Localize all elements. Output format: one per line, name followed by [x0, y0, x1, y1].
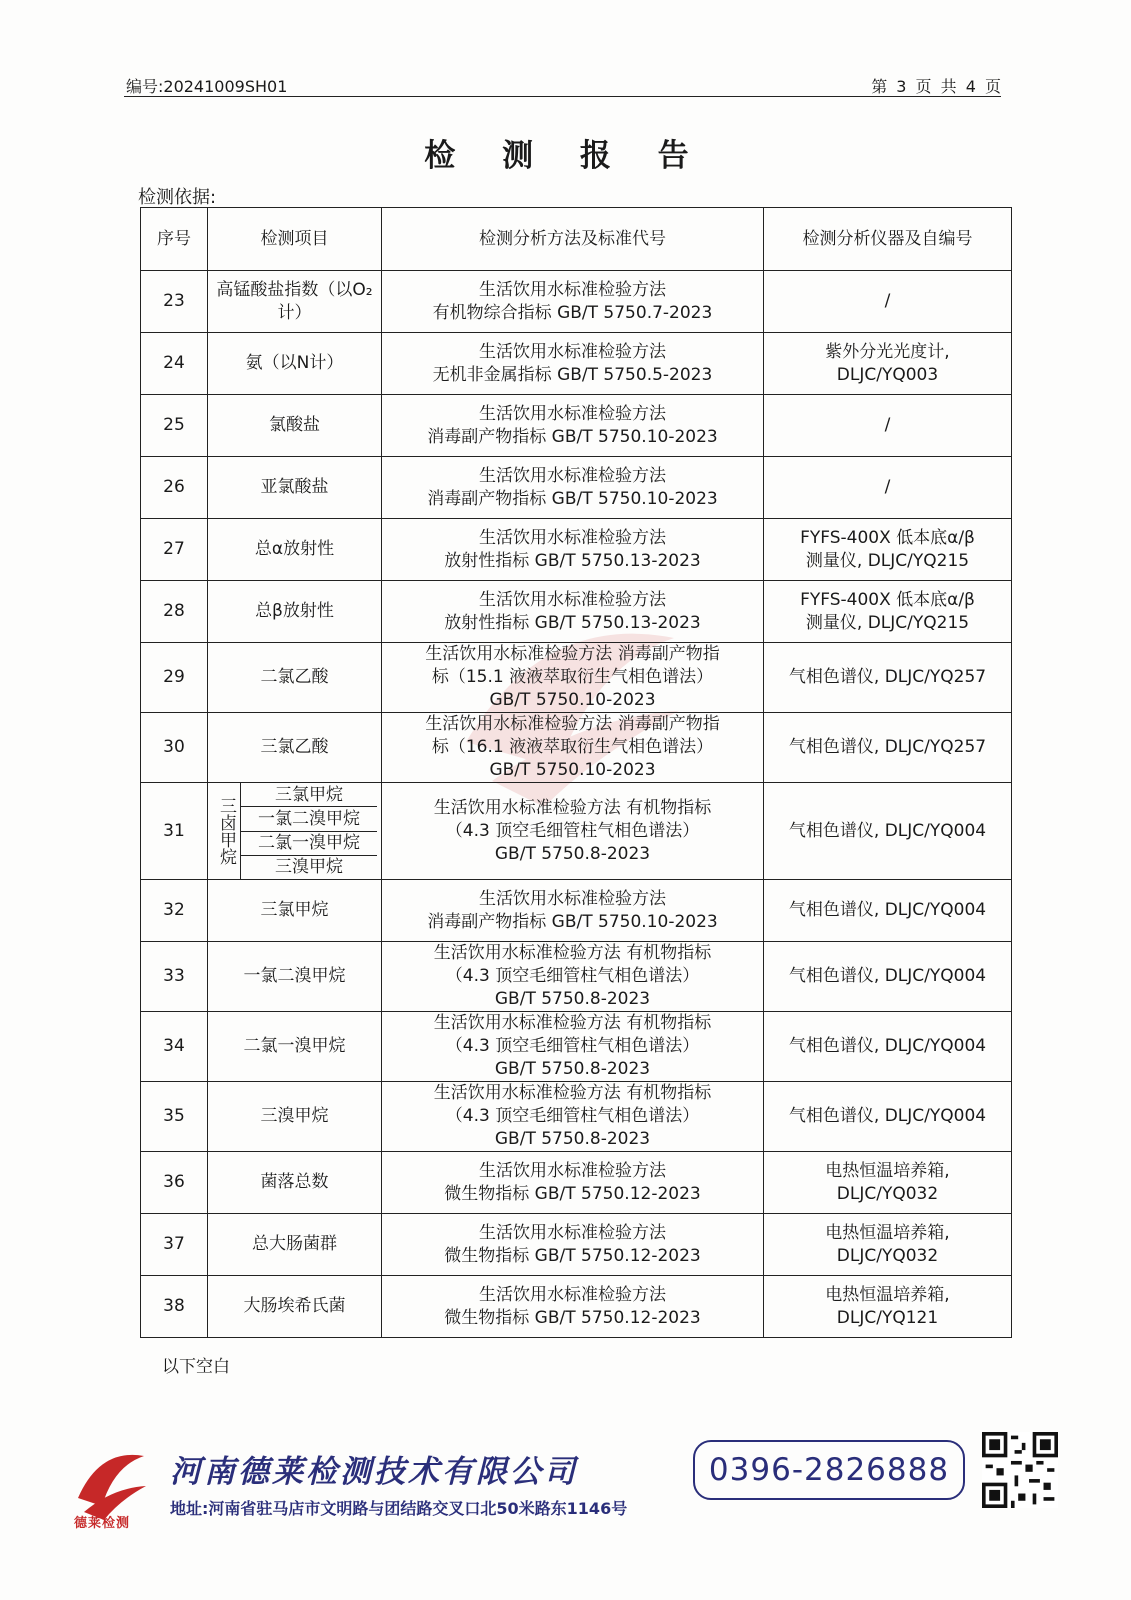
- method-standard: 生活饮用水标准检验方法 有机物指标 （4.3 顶空毛细管柱气相色谱法） GB/T 5750.8-2023: [382, 1012, 764, 1082]
- row-number: 32: [141, 880, 208, 942]
- col-header-item: 检测项目: [208, 208, 382, 271]
- table-row: [141, 1276, 1012, 1338]
- item-name: 三氯甲烷: [208, 880, 382, 942]
- row-number: 31: [141, 783, 208, 880]
- equipment-id: 气相色谱仪, DLJC/YQ004: [764, 942, 1012, 1012]
- method-standard: 生活饮用水标准检验方法 微生物指标 GB/T 5750.12-2023: [382, 1152, 764, 1214]
- page-indicator: 第 3 页 共 4 页: [871, 77, 1003, 96]
- item-subitem: 三溴甲烷: [275, 857, 343, 878]
- item-group-label: 三卤甲烷: [212, 783, 241, 879]
- method-standard: 生活饮用水标准检验方法 无机非金属指标 GB/T 5750.5-2023: [382, 333, 764, 395]
- blank-below-note: 以下空白: [162, 1357, 230, 1377]
- equipment-id: FYFS-400X 低本底α/β 测量仪, DLJC/YQ215: [764, 581, 1012, 643]
- method-standard: 生活饮用水标准检验方法 有机物指标 （4.3 顶空毛细管柱气相色谱法） GB/T 5750.8-2023: [382, 942, 764, 1012]
- col-header-equipment: 检测分析仪器及自编号: [764, 208, 1012, 271]
- method-standard: 生活饮用水标准检验方法 微生物指标 GB/T 5750.12-2023: [382, 1276, 764, 1338]
- row-number: 33: [141, 942, 208, 1012]
- equipment-id: /: [764, 395, 1012, 457]
- item-name: 大肠埃希氏菌: [208, 1276, 382, 1338]
- table-row: [141, 1012, 1012, 1082]
- equipment-id: /: [764, 457, 1012, 519]
- item-name: 二氯一溴甲烷: [208, 1012, 382, 1082]
- method-standard: 生活饮用水标准检验方法 放射性指标 GB/T 5750.13-2023: [382, 519, 764, 581]
- row-number: 28: [141, 581, 208, 643]
- table-body: [141, 271, 1012, 1338]
- row-number: 27: [141, 519, 208, 581]
- table-row: [141, 783, 1012, 880]
- item-name: 氯酸盐: [208, 395, 382, 457]
- method-standard: 生活饮用水标准检验方法 消毒副产物指标 GB/T 5750.10-2023: [382, 457, 764, 519]
- logo-text: 德莱检测: [74, 1516, 131, 1531]
- row-number: 24: [141, 333, 208, 395]
- table-row: [141, 713, 1012, 783]
- item-name: 二氯乙酸: [208, 643, 382, 713]
- header-divider: [124, 96, 1001, 97]
- equipment-id: 电热恒温培养箱, DLJC/YQ121: [764, 1276, 1012, 1338]
- company-phone: 0396-2826888: [693, 1440, 965, 1500]
- table-header-row: [141, 208, 1012, 271]
- row-number: 26: [141, 457, 208, 519]
- method-standard: 生活饮用水标准检验方法 有机物综合指标 GB/T 5750.7-2023: [382, 271, 764, 333]
- table-row: [141, 333, 1012, 395]
- table-row: [141, 1152, 1012, 1214]
- table-row: [141, 942, 1012, 1012]
- item-subitem: 三氯甲烷: [241, 783, 377, 807]
- report-number: 编号:20241009SH01: [126, 77, 288, 96]
- method-standard: 生活饮用水标准检验方法 有机物指标 （4.3 顶空毛细管柱气相色谱法） GB/T 5750.8-2023: [382, 783, 764, 880]
- row-number: 23: [141, 271, 208, 333]
- equipment-id: /: [764, 271, 1012, 333]
- basis-label: 检测依据:: [138, 187, 217, 208]
- page-title: 检 测 报 告: [424, 138, 707, 174]
- method-standard: 生活饮用水标准检验方法 放射性指标 GB/T 5750.13-2023: [382, 581, 764, 643]
- company-name: 河南德莱检测技术有限公司: [170, 1454, 578, 1490]
- equipment-id: 气相色谱仪, DLJC/YQ004: [764, 1082, 1012, 1152]
- method-standard: 生活饮用水标准检验方法 有机物指标 （4.3 顶空毛细管柱气相色谱法） GB/T 5750.8-2023: [382, 1082, 764, 1152]
- equipment-id: 紫外分光光度计, DLJC/YQ003: [764, 333, 1012, 395]
- method-standard: 生活饮用水标准检验方法 消毒副产物指标 GB/T 5750.10-2023: [382, 880, 764, 942]
- equipment-id: 气相色谱仪, DLJC/YQ257: [764, 643, 1012, 713]
- item-subitem: 二氯一溴甲烷: [241, 832, 377, 856]
- item-name: 菌落总数: [208, 1152, 382, 1214]
- item-name: 总大肠菌群: [208, 1214, 382, 1276]
- row-number: 37: [141, 1214, 208, 1276]
- item-name: 氨（以N计）: [208, 333, 382, 395]
- table-row: [141, 581, 1012, 643]
- table-row: [141, 1214, 1012, 1276]
- equipment-id: 气相色谱仪, DLJC/YQ004: [764, 1012, 1012, 1082]
- equipment-id: 电热恒温培养箱, DLJC/YQ032: [764, 1214, 1012, 1276]
- item-subitem: 一氯二溴甲烷: [241, 807, 377, 831]
- item-name: 三氯乙酸: [208, 713, 382, 783]
- company-address: 地址:河南省驻马店市文明路与团结路交叉口北50米路东1146号: [170, 1499, 628, 1518]
- row-number: 34: [141, 1012, 208, 1082]
- equipment-id: FYFS-400X 低本底α/β 测量仪, DLJC/YQ215: [764, 519, 1012, 581]
- row-number: 36: [141, 1152, 208, 1214]
- footer: [70, 1430, 1070, 1540]
- row-number: 25: [141, 395, 208, 457]
- method-standard: 生活饮用水标准检验方法 消毒副产物指标 GB/T 5750.10-2023: [382, 395, 764, 457]
- item-name: 高锰酸盐指数（以O₂计）: [208, 271, 382, 333]
- table-row: [141, 880, 1012, 942]
- row-number: 35: [141, 1082, 208, 1152]
- row-number: 38: [141, 1276, 208, 1338]
- equipment-id: 气相色谱仪, DLJC/YQ257: [764, 713, 1012, 783]
- equipment-id: 气相色谱仪, DLJC/YQ004: [764, 880, 1012, 942]
- basis-table: [140, 207, 1012, 1338]
- col-header-no: 序号: [141, 208, 208, 271]
- item-name: 一氯二溴甲烷: [208, 942, 382, 1012]
- col-header-method: 检测分析方法及标准代号: [382, 208, 764, 271]
- item-group-cell: [208, 783, 382, 880]
- equipment-id: 气相色谱仪, DLJC/YQ004: [764, 783, 1012, 880]
- item-name: 亚氯酸盐: [208, 457, 382, 519]
- method-standard: 生活饮用水标准检验方法 消毒副产物指 标（15.1 液液萃取衍生气相色谱法） GB/T 5750.10-2023: [382, 643, 764, 713]
- item-name: 总α放射性: [208, 519, 382, 581]
- table-row: [141, 457, 1012, 519]
- method-standard: 生活饮用水标准检验方法 消毒副产物指 标（16.1 液液萃取衍生气相色谱法） GB/T 5750.10-2023: [382, 713, 764, 783]
- table-row: [141, 395, 1012, 457]
- item-name: 三溴甲烷: [208, 1082, 382, 1152]
- qr-code-icon: [982, 1432, 1058, 1508]
- item-name: 总β放射性: [208, 581, 382, 643]
- table-row: [141, 643, 1012, 713]
- row-number: 29: [141, 643, 208, 713]
- method-standard: 生活饮用水标准检验方法 微生物指标 GB/T 5750.12-2023: [382, 1214, 764, 1276]
- table-row: [141, 271, 1012, 333]
- table-row: [141, 1082, 1012, 1152]
- row-number: 30: [141, 713, 208, 783]
- equipment-id: 电热恒温培养箱, DLJC/YQ032: [764, 1152, 1012, 1214]
- table-row: [141, 519, 1012, 581]
